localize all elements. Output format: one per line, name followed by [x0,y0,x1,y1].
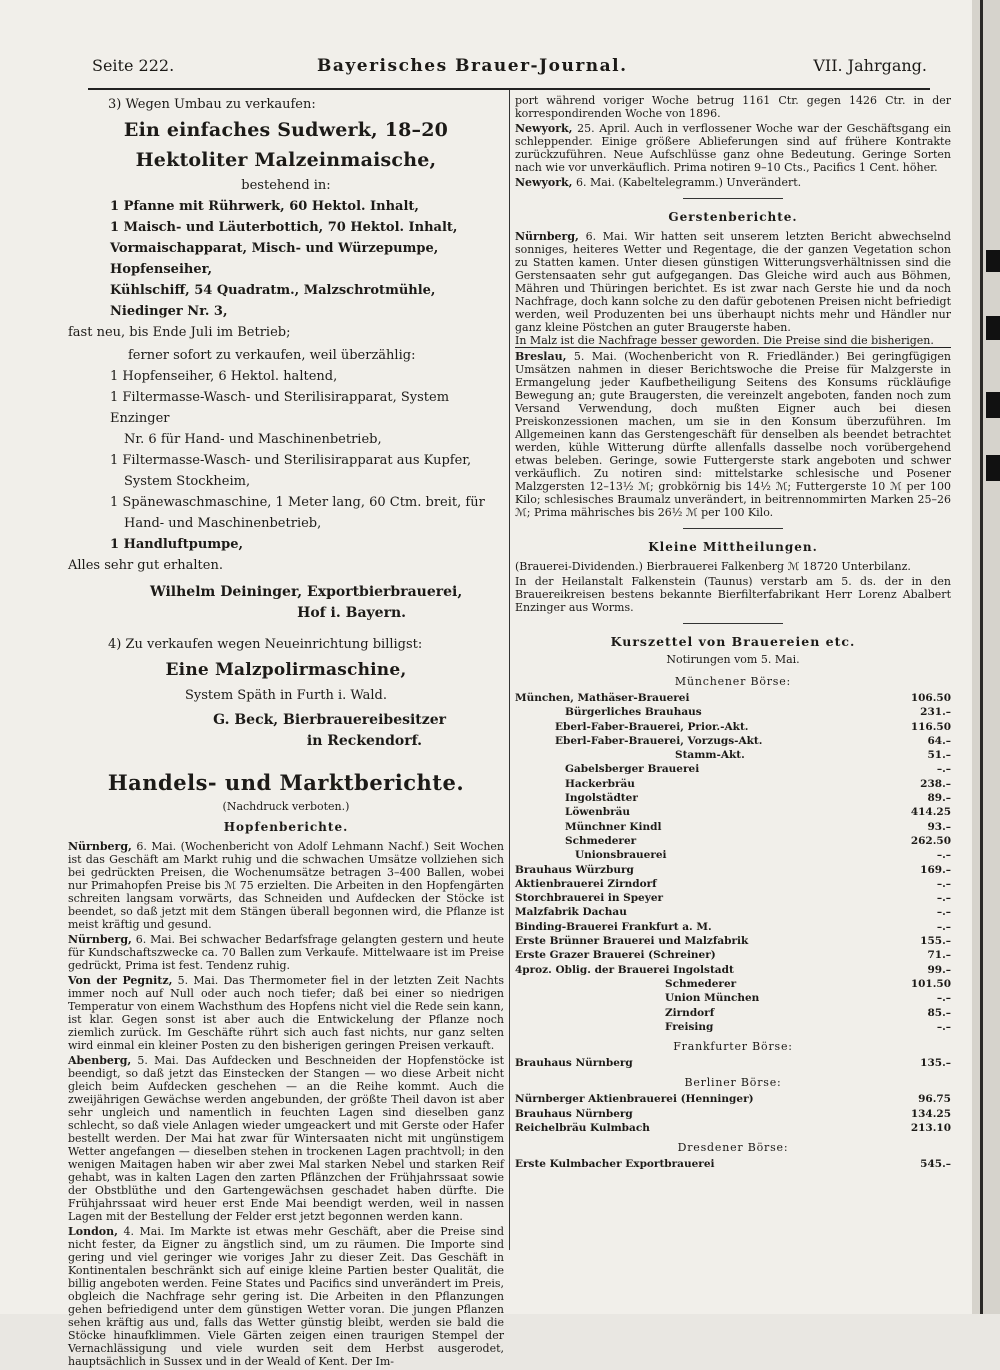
divider [683,623,783,624]
news-text: 6. Mai. Wir hatten seit unserem letzten Bericht abwechselnd sonniges, heiteres Wetter und Regentage, die der ganzen Vegetation schon zu Statten kamen. Unter diesen günstigen Witterungsverhältnissen sind die Gerstensaaten sehr gut aufgegangen. Das Gleiche wird auch aus Böhmen, Mähren und Thüringen berichtet. Es ist zwar nach Gerste hie und da noch Nachfrage, doch kann solche zu den dafür gebotenen Preisen nicht befriedigt werden, weil Produzenten bei uns überhaupt nichts mehr und Händler nur ganz kleine Pöstchen an guter Braugerste haben. [515,230,951,334]
misc-item: (Brauerei-Dividenden.) Bierbrauerei Falkenberg ℳ 18720 Unterbilanz. [515,560,911,573]
brewery-name: Storchbrauerei in Speyer [515,892,664,905]
advert-3-line: Nr. 6 für Hand- und Maschinenbetrieb, [124,432,382,447]
brewery-name: Aktienbrauerei Zirndorf [515,877,657,890]
quote-value: 51.– [927,749,951,762]
news-text: 5. Mai. Das Aufdecken und Beschneiden der Hopfenstöcke ist beendigt, so daß jetzt das Einstecken der Stangen — wo diese Arbeit nicht gleich beim Aufdecken geschehen — an die Reihe kommt. Auch die zweijährigen Gewächse werden angebunden, der größte Theil davon ist aber sehr ungleich und namentlich in feuchten Lagen sind dieselben ganz schlecht, so daß viele Anlagen wieder umgeackert und mit Gerste oder Hafer bestellt werden. Der Mai hat zwar für Wintersaaten nicht mit ungünstigem Wetter angefangen — dieselben stehen in trockenen Lagen prachtvoll; in den wenigen Maitagen haben wir aber zwei Mal starken Nebel und starken Reif gehabt, was in kalten Lagen den zarten Pflänzchen der Frühjahrssaat sowie der Obstblüthe und den Gartengewächsen geschadet haben dürfte. Die Frühjahrssaat wird heuer erst Ende Mai beendigt werden, weil in nassen Lagen mit der Bestellung der Felder erst jetzt begonnen werden kann. [68,1054,504,1223]
brewery-name: Schmederer [565,834,637,847]
news-place: Breslau, [515,350,567,363]
quote-value: 93.– [927,820,951,833]
exchange-dresden: Dresdener Börse: [677,1141,789,1155]
brewery-name: Union München [665,992,760,1005]
kurs-row [515,820,951,834]
hop-reports-title: Hopfenberichte. [223,820,349,834]
brewery-name: Erste Brünner Brauerei und Malzfabrik [515,935,749,948]
news-text: 6. Mai. (Kabeltelegramm.) Unverändert. [572,176,802,189]
kurs-row [515,1121,951,1135]
kurs-row [515,1056,951,1070]
kurs-row [515,762,951,776]
kurs-row [515,1020,951,1034]
brewery-name: Nürnberger Aktienbrauerei (Henninger) [515,1093,754,1106]
news-text: 6. Mai. Bei schwacher Bedarfsfrage gelangten gestern und heute für Kundschaftszwecke ca. 70 Ballen zum Verkaufe. Mittelwaare ist im Preise gedrückt, Prima ist fest. Tendenz ruhig. [68,933,504,972]
quote-value: –.– [936,1020,951,1033]
advert-4-system: System Späth in Furth i. Wald. [184,688,388,703]
brewery-name: Freising [665,1020,714,1033]
news-place: Nürnberg, [68,840,132,853]
advert-3-signature: Wilhelm Deininger, Exportbierbrauerei, [150,584,463,600]
brewery-name: Brauhaus Würzburg [515,863,634,876]
brewery-name: Ingolstädter [565,792,638,805]
advert-3-consisting: bestehend in: [241,178,331,193]
news-text: 4. Mai. Im Markte ist etwas mehr Geschäft, aber die Preise sind nicht fester, da Eigner zu ängstlich sind, um zu räumen. Die Importe sind gering und viel geringer wie voriges Jahr zu dieser Zeit. Das Geschäft in Kontinentalen beschränkt sich auf einige kleine Partien bester Qualität, die billig angeboten werden. Feine States und Pacifics sind unverändert im Preis, obgleich die Nachfrage sehr gering ist. Die Arbeiten in den Pflanzungen gehen befriedigend unter dem günstigen Wetter voran. Die jungen Pflanzen sehen kräftig aus und, falls das Wetter günstig bleibt, werden sie bald die Stöcke hinaufklimmen. Viele Gärten zeigen einen traurigen Stempel der Vernachlässigung und viele wurden seit dem Herbst ausgerodet, hauptsächlich in Sussex und in der Weald of Kent. Der Im- [68,1225,504,1368]
kurs-row [515,1107,951,1121]
quote-value: 96.75 [918,1093,951,1106]
kurs-row [515,948,951,962]
advert-4-headline: Eine Malzpolirmaschine, [165,660,407,680]
kurs-row [515,934,951,948]
kurs-row [515,720,951,734]
news-place: Newyork, [515,176,573,189]
advert-3-intro: 3) Wegen Umbau zu verkaufen: [108,97,316,112]
quote-value: –.– [936,849,951,862]
advert-3-line: Hand- und Maschinenbetrieb, [124,516,322,531]
section-title: Handels- und Marktberichte. [107,770,465,795]
quote-value: 116.50 [910,720,951,733]
advert-4-intro: 4) Zu verkaufen wegen Neueinrichtung billigst: [108,637,423,652]
kurs-row [515,891,951,905]
news-place: Abenberg, [68,1054,132,1067]
quote-value: 262.50 [910,834,951,847]
news-item [68,1225,504,1368]
kurs-row [515,977,951,991]
advert-3-line: Alles sehr gut erhalten. [68,558,223,573]
barley-reports-title: Gerstenberichte. [668,210,798,224]
brewery-name: Eberl-Faber-Brauerei, Prior.-Akt. [555,720,749,733]
news-item [515,350,951,519]
london-continued: port während voriger Woche betrug 1161 Ctr. gegen 1426 Ctr. in der korrespondirenden Woche von 1896. [515,94,951,120]
quote-value: 71.– [927,949,951,962]
news-item [68,1054,504,1223]
kurs-row [515,1092,951,1106]
kurs-row [515,963,951,977]
quote-value: 213.10 [910,1122,951,1135]
brewery-name: Unionsbrauerei [575,849,667,862]
kurs-row [515,920,951,934]
news-place: Newyork, [515,122,573,135]
kurs-title: Kurszettel von Brauereien etc. [610,634,856,649]
divider [683,528,783,529]
news-text: 5. Mai. (Wochenbericht von R. Friedländer.) Bei geringfügigen Umsätzen nahmen in dieser Berichtswoche die Preise für Malzgerste in Ermangelung jeder Kaufbetheiligung Seitens des Konsums rückläufige Bewegung an; gute Braugersten, die vereinzelt angeboten, fanden noch zum Versand Verwendung, doch mußten Eigner auch bei diesen Preiskonzessionen machen, um sie in den Konsum überzuführen. Im Allgemeinen kann das Gerstengeschäft für denselben als beendet betrachtet werden, kühle Witterung dürfte allenfalls dasselbe noch vorübergehend etwas beleben. Geringe, sowie Futtergerste stark angeboten und schwer verkäuflich. Zu notiren sind: mittelstarke schlesische und Posener Malzgersten 12–13½ ℳ; grobkörnig bis 14½ ℳ; Futtergerste 10 ℳ per 100 Kilo; schlesisches Braumalz unverändert, in beitrennommirten Marken 25–26 ℳ; Prima mährisches bis 26½ ℳ per 100 Kilo. [515,350,951,519]
news-item [515,122,951,174]
quote-value: 134.25 [910,1107,951,1120]
quote-value: 99.– [927,963,951,976]
hop-reports [68,840,504,1368]
advert-3-line: fast neu, bis Ende Juli im Betrieb; [68,325,291,340]
quote-value: 106.50 [910,692,951,704]
brewery-name: Reichelbräu Kulmbach [515,1122,650,1135]
brewery-name: Zirndorf [665,1006,715,1019]
kurs-row [515,734,951,748]
quote-value: 231.– [920,706,951,719]
advert-3 [68,94,504,624]
quote-value: 414.25 [910,806,951,819]
advert-3-line: ferner sofort zu verkaufen, weil überzählig: [128,348,416,363]
kurs-table-frankfurt [515,1056,951,1070]
kurs-row [515,834,951,848]
journal-title: Bayerisches Brauer-Journal. [317,56,628,76]
page-header [92,56,927,80]
kurs-table-munich [515,691,951,1034]
binding-edge [980,0,983,1314]
quote-value: 155.– [920,935,951,948]
advert-3-signature-place: Hof i. Bayern. [297,605,406,621]
advert-4-signature: G. Beck, Bierbrauereibesitzer [213,712,446,728]
quote-value: 89.– [927,792,951,805]
advert-4 [68,634,504,752]
quote-value: 545.– [920,1158,951,1171]
brewery-name: Erste Grazer Brauerei (Schreiner) [515,949,716,962]
ink-block [986,316,1000,340]
exchange-berlin: Berliner Börse: [684,1076,782,1090]
brewery-name: Stamm-Akt. [675,749,745,762]
exchange-munich: Münchener Börse: [674,675,792,688]
kurs-row [515,777,951,791]
quote-value: –.– [936,877,951,890]
kurs-row [515,705,951,719]
brewery-name: Brauhaus Nürnberg [515,1057,633,1070]
quote-value: –.– [936,892,951,905]
news-item [515,176,951,189]
ink-block [986,455,1000,481]
news-place: Nürnberg, [515,230,579,243]
exchange-frankfurt: Frankfurter Börse: [673,1040,793,1054]
news-place: Nürnberg, [68,933,132,946]
news-highlight: In Malz ist die Nachfrage besser geworden. Die Preise sind die bisherigen. [515,334,951,348]
news-item [68,840,504,931]
misc-title: Kleine Mittheilungen. [648,540,818,554]
kurs-table-dresden [515,1157,951,1171]
news-text: 25. April. Auch in verflossener Woche war der Geschäftsgang ein schleppender. Einige größere Ablieferungen sind auf frühere Kontrakte zurückzuführen. Neue Aufschlüsse ganz ohne Bedeutung. Geringe Sorten nach wie vor unverkäuflich. Prima notiren 9–10 Cts., Pacifics 1 Cent. höher. [515,122,951,174]
quote-value: 101.50 [910,977,951,990]
left-column [68,94,504,1370]
news-text: 6. Mai. (Wochenbericht von Adolf Lehmann Nachf.) Seit Wochen ist das Geschäft am Markt ruhig und die schwachen Umsätze vollziehen sich bei gedrückten Preisen, die Wochenumsätze betragen 3–400 Ballen, wobei nur Primahopfen Preise bis ℳ 75 erzielten. Die Arbeiten in den Hopfengärten schreiten langsam vorwärts, das Schneiden und Aufdecken der Stöcke ist beendet, so daß jetzt mit dem Stängen überall begonnen wird, die Pflanze ist meist kräftig und gesund. [68,840,504,931]
kurs-row [515,905,951,919]
brewery-name: Schmederer [665,977,737,990]
brewery-name: Bürgerliches Brauhaus [565,706,702,719]
reprint-note: (Nachdruck verboten.) [222,800,350,813]
kurs-row [515,1157,951,1171]
kurs-row [515,877,951,891]
right-column [515,94,951,1172]
advert-3-line: 1 Hopfenseiher, 6 Hektol. haltend, [110,369,338,384]
news-place: Von der Pegnitz, [68,974,173,987]
quote-value: –.– [936,920,951,933]
brewery-name: Brauhaus Nürnberg [515,1107,633,1120]
page-number: Seite 222. [92,56,175,75]
advert-3-line: 1 Filtermasse-Wasch- und Sterilisirapparat aus Kupfer, [110,453,472,468]
volume-label: VII. Jahrgang. [813,56,927,75]
column-divider [509,90,510,1250]
kurs-row [515,991,951,1005]
quote-value: 169.– [920,863,951,876]
ink-block [986,250,1000,272]
brewery-name: Hackerbräu [565,777,635,790]
advert-3-line: 1 Filtermasse-Wasch- und Sterilisirapparat, System Enzinger [110,390,450,426]
quote-value: –.– [936,763,951,776]
advert-3-headline: Ein einfaches Sudwerk, 18–20 Hektoliter Malzeinmaische, [123,119,449,171]
kurs-row [515,805,951,819]
brewery-name: Münchner Kindl [565,820,662,833]
divider [683,198,783,199]
kurs-row [515,791,951,805]
kurs-row [515,748,951,762]
news-text: 5. Mai. Das Thermometer fiel in der letzten Zeit Nachts immer noch auf Null oder auch noch tiefer; daß bei einer so niedrigen Temperatur von einem Wachsthum des Hopfens nicht viel die Rede sein kann, ist klar. Gegen sonst ist aber auch die Entwickelung der Pflanze noch ziemlich zurück. Im Geschäfte rührt sich auch fast nichts, nur ganz selten wird einmal ein kleiner Posten zu den bisherigen geringen Preisen verkauft. [68,974,504,1052]
brewery-name: Erste Kulmbacher Exportbrauerei [515,1158,715,1171]
advert-3-line: 1 Handluftpumpe, [110,537,243,552]
quote-value: –.– [936,906,951,919]
quote-value: 238.– [920,777,951,790]
brewery-name: Gabelsberger Brauerei [565,763,700,776]
news-place: London, [68,1225,118,1238]
misc-item: In der Heilanstalt Falkenstein (Taunus) verstarb am 5. ds. der in den Brauereikreisen bestens bekannte Bierfilterfabrikant Herr Lorenz Abalbert Enzinger aus Worms. [515,575,951,614]
advert-3-line: System Stockheim, [124,474,251,489]
advert-3-line: Kühlschiff, 54 Quadratm., Malzschrotmühle, Niedinger Nr. 3, [110,283,436,319]
brewery-name: Löwenbräu [565,806,631,819]
brewery-name: Malzfabrik Dachau [515,906,627,919]
brewery-name: Binding-Brauerei Frankfurt a. M. [515,920,712,933]
brewery-name: 4proz. Oblig. der Brauerei Ingolstadt [515,963,734,976]
ink-block [986,392,1000,418]
advert-3-line: 1 Spänewaschmaschine, 1 Meter lang, 60 Ctm. breit, für [110,495,485,510]
quote-value: –.– [936,992,951,1005]
kurs-row [515,691,951,705]
quote-value: 64.– [927,734,951,747]
quote-value: 85.– [927,1006,951,1019]
advert-4-signature-place: in Reckendorf. [306,733,422,749]
advert-3-line: Vormaischapparat, Misch- und Würzepumpe, Hopfenseiher, [110,241,439,277]
brewery-name: München, Mathäser-Brauerei [515,692,690,704]
kurs-row [515,848,951,862]
quote-value: 135.– [920,1057,951,1070]
news-item [68,933,504,972]
brewery-name: Eberl-Faber-Brauerei, Vorzugs-Akt. [555,734,763,747]
kurs-row [515,863,951,877]
news-item [68,974,504,1052]
next-page-edge [972,0,1000,1314]
news-item [515,230,951,334]
kurs-row [515,1006,951,1020]
advert-3-line: 1 Maisch- und Läuterbottich, 70 Hektol. Inhalt, [110,220,458,235]
kurs-date: Notirungen vom 5. Mai. [666,653,800,666]
kurs-table-berlin [515,1092,951,1135]
advert-3-line: 1 Pfanne mit Rührwerk, 60 Hektol. Inhalt, [110,199,419,214]
